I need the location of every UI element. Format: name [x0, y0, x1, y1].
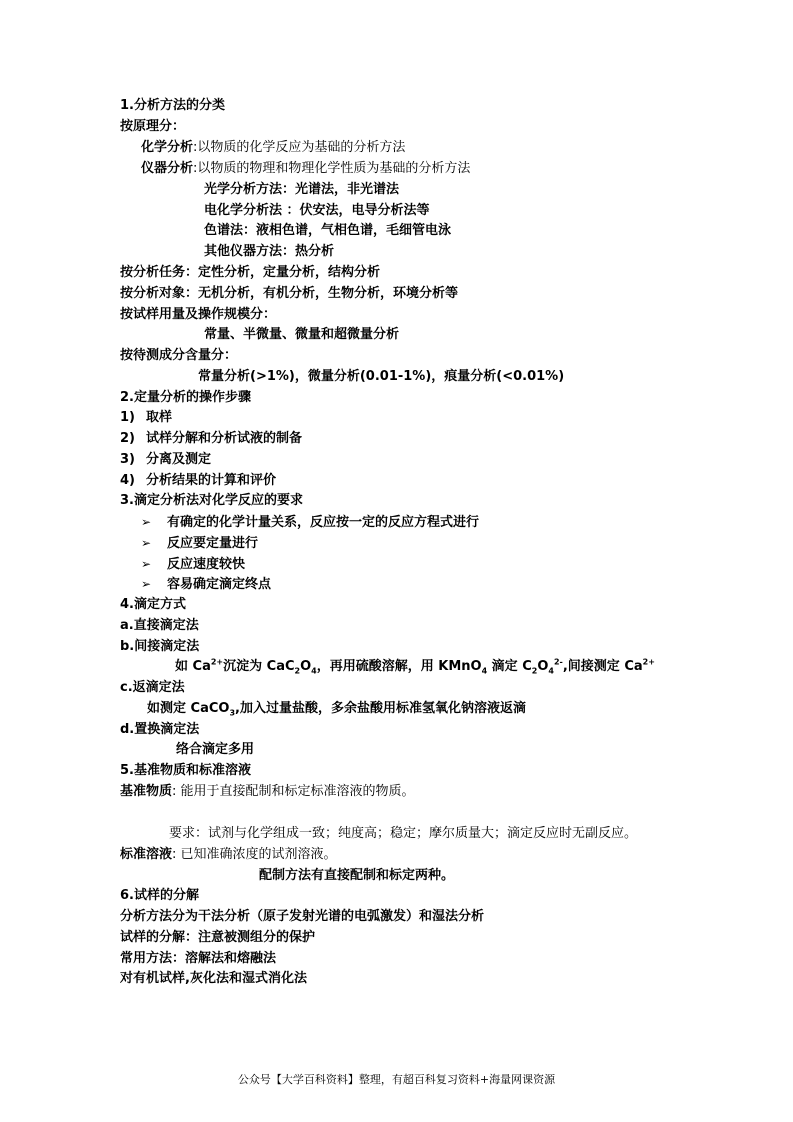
section-5-title: 5.基准物质和标准溶液 [120, 763, 251, 778]
sample-decomposition: 试样的分解：注意被测组分的保护 [120, 930, 316, 945]
section-1-title: 1.分析方法的分类 [120, 98, 225, 113]
section-4-title: 4.滴定方式 [120, 597, 186, 612]
section-2-title: 2.定量分析的操作步骤 [120, 390, 251, 405]
step-number: 1) [120, 410, 135, 425]
optical-methods: 光学分析方法：光谱法，非光谱法 [204, 182, 400, 197]
chemical-analysis-label: 化学分析 [141, 140, 194, 155]
indirect-titration: b.间接滴定法 [120, 639, 200, 654]
step-text: 分析结果的计算和评价 [146, 473, 277, 488]
back-titration-example: 如测定 CaCO$_3$,加入过量盐酸，多余盐酸用标准氢氧化钠溶液返滴 [147, 701, 526, 718]
standard-solution-line [120, 845, 337, 865]
by-task-line: 按分析任务：定性分析，定量分析，结构分析 [120, 265, 381, 280]
replacement-titration: d.置换滴定法 [120, 722, 200, 737]
indirect-titration-example: 如 $Ca^{2+}$沉淀为 $CaC_2O_4$，再用硫酸溶解，用 KMnO$_4$ 滴定 $C_2O_4^{2-}$,间接测定 $Ca^{2+}$ [175, 657, 655, 676]
primary-standard-desc: : 能用于直接配制和标定标准溶液的物质。 [172, 784, 415, 799]
requirement-item [141, 554, 245, 575]
requirement-text: 有确定的化学计量关系，反应按一定的反应方程式进行 [167, 515, 480, 530]
standard-solution-desc: : 已知准确浓度的试剂溶液。 [172, 847, 337, 862]
electrochemical-methods: 电化学分析法 ：伏安法，电导分析法等 [204, 203, 430, 218]
requirement-item [141, 574, 271, 595]
section-3-title: 3.滴定分析法对化学反应的要求 [120, 493, 303, 508]
primary-standard-label: 基准物质 [120, 784, 173, 799]
step-number: 2) [120, 431, 135, 446]
requirement-text: 反应要定量进行 [167, 536, 259, 551]
by-principle-heading: 按原理分： [120, 119, 186, 134]
requirement-item [141, 512, 479, 533]
direct-titration: a.直接滴定法 [120, 618, 199, 633]
requirement-item [141, 533, 258, 554]
requirement-text: 反应速度较快 [167, 557, 246, 572]
preparation-methods: 配制方法有直接配制和标定两种。 [259, 868, 455, 883]
by-content-heading: 按待测成分含量分： [120, 348, 238, 363]
step-text: 取样 [146, 410, 173, 425]
requirement-text: 容易确定滴定终点 [167, 577, 272, 592]
arrow-bullet-icon: ➢ [141, 515, 152, 529]
chromatography-methods: 色谱法：液相色谱，气相色谱，毛细管电泳 [204, 223, 452, 238]
organic-sample-methods: 对有机试样,灰化法和湿式消化法 [120, 971, 307, 986]
step-number: 4) [120, 473, 135, 488]
step-item [120, 408, 172, 428]
arrow-bullet-icon: ➢ [141, 557, 152, 571]
sample-scale-line: 常量、半微量、微量和超微量分析 [204, 327, 400, 342]
step-number: 3) [120, 452, 135, 467]
other-instrument-methods: 其他仪器方法：热分析 [204, 244, 335, 259]
step-item [120, 450, 211, 470]
arrow-bullet-icon: ➢ [141, 536, 152, 550]
primary-standard-requirements: 要求：试剂与化学组成一致；纯度高；稳定；摩尔质量大；滴定反应时无副反应。 [169, 826, 638, 841]
step-text: 试样分解和分析试液的制备 [146, 431, 303, 446]
back-titration: c.返滴定法 [120, 680, 185, 695]
instrumental-analysis-label: 仪器分析 [141, 161, 194, 176]
step-item [120, 471, 276, 491]
replacement-titration-example: 络合滴定多用 [176, 742, 255, 757]
instrumental-analysis-line [141, 159, 470, 179]
section-6-title: 6.试样的分解 [120, 888, 199, 903]
instrumental-analysis-desc: :以物质的物理和物理化学性质为基础的分析方法 [193, 161, 471, 176]
standard-solution-label: 标准溶液 [120, 847, 173, 862]
common-methods: 常用方法：溶解法和熔融法 [120, 951, 277, 966]
step-item [120, 429, 302, 449]
chemical-analysis-desc: :以物质的化学反应为基础的分析方法 [193, 140, 406, 155]
by-sample-heading: 按试样用量及操作规模分： [120, 307, 277, 322]
content-scale-line: 常量分析(>1%)，微量分析(0.01-1%)，痕量分析(<0.01%) [198, 369, 565, 384]
dry-wet-analysis: 分析方法分为干法分析（原子发射光谱的电弧激发）和湿法分析 [120, 909, 485, 924]
step-text: 分离及测定 [146, 452, 212, 467]
primary-standard-line [120, 782, 415, 802]
by-object-line: 按分析对象：无机分析，有机分析，生物分析，环境分析等 [120, 286, 459, 301]
arrow-bullet-icon: ➢ [141, 577, 152, 591]
chemical-analysis-line [141, 138, 405, 158]
page-footer: 公众号【大学百科资料】整理，有超百科复习资料+海量网课资源 [237, 1073, 556, 1086]
